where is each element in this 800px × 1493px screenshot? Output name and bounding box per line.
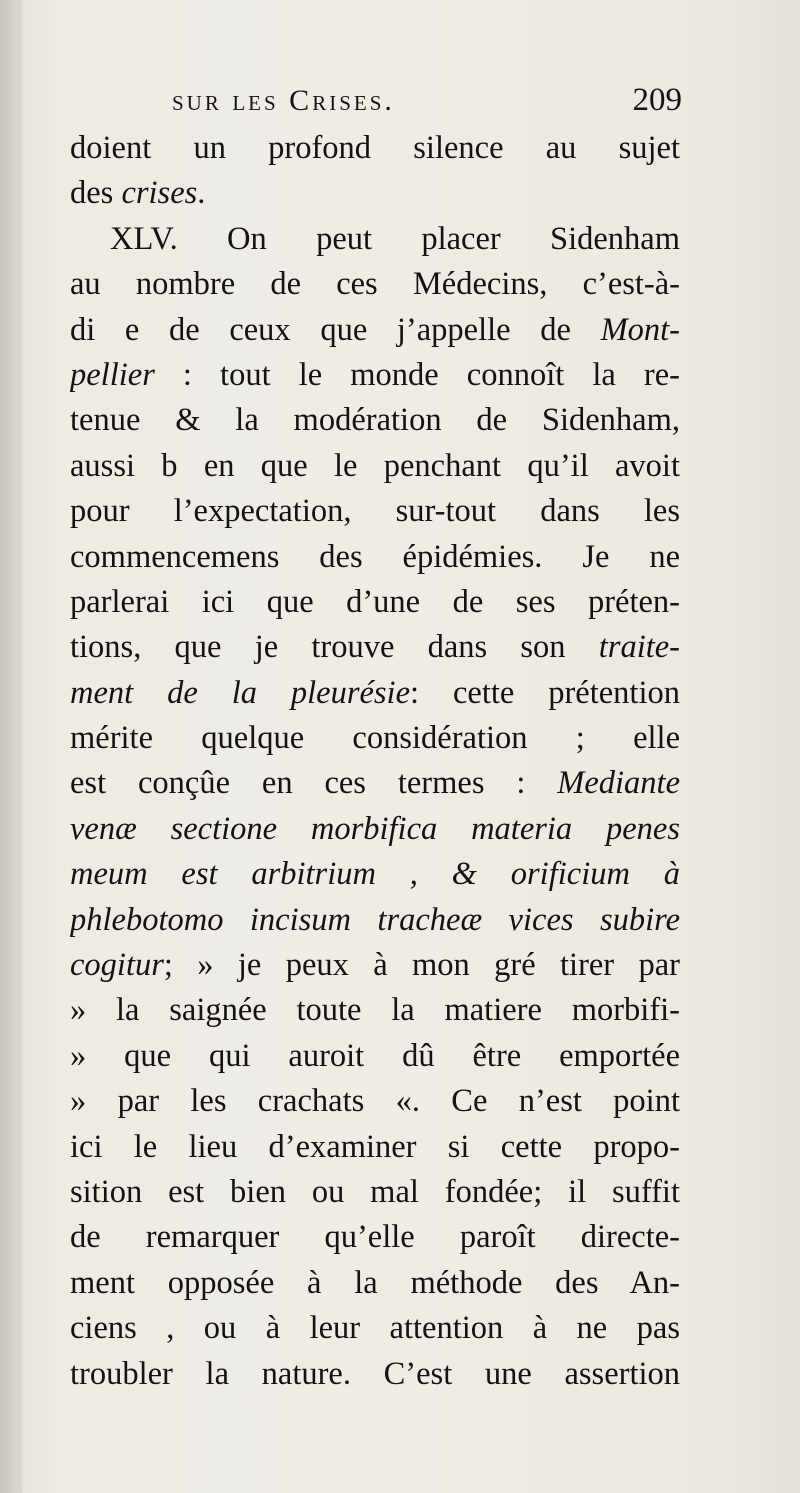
text-line [70, 1261, 680, 1306]
text-line [70, 217, 680, 262]
text-line [70, 716, 680, 761]
text-line [70, 171, 680, 216]
text-segment: mérite quelque considération ; elle [70, 720, 680, 757]
text-line [70, 761, 680, 806]
italic-text: ment de la pleurésie [70, 674, 411, 711]
text-line [70, 1125, 680, 1170]
italic-text: cogitur [70, 947, 164, 984]
text-segment: parlerai ici que d’une de ses préten- [70, 583, 680, 620]
text-segment: » la saignée toute la matiere morbifi- [70, 992, 680, 1029]
text-segment: di e de ceux que j’appelle de [70, 311, 601, 348]
text-line [70, 671, 680, 716]
text-line [70, 308, 680, 353]
text-line [70, 625, 680, 670]
italic-text: meum est arbitrium , & orificium à [70, 856, 680, 893]
text-segment: . [197, 175, 206, 212]
text-line [70, 535, 680, 580]
italic-text: Mediante [557, 765, 680, 802]
page-gutter-shadow [0, 0, 22, 1493]
text-segment: ment opposée à la méthode des An- [70, 1264, 680, 1301]
italic-text: Mont- [600, 311, 680, 348]
text-segment: de remarquer qu’elle paroît directe- [70, 1219, 680, 1256]
text-segment: ciens , ou à leur attention à ne pas [70, 1310, 680, 1347]
body-text [70, 126, 680, 1397]
text-line [70, 126, 680, 171]
text-line [70, 1170, 680, 1215]
text-segment: » par les crachats «. Ce n’est point [70, 1083, 680, 1120]
text-line [70, 1352, 680, 1397]
text-segment: troubler la nature. C’est une assertion [70, 1355, 680, 1392]
text-segment: XLV. On peut placer Sidenham [110, 220, 680, 257]
page-number: 209 [632, 82, 682, 118]
italic-text: crises [121, 175, 198, 212]
text-line [70, 444, 680, 489]
text-segment: tenue & la modération de Sidenham, [70, 402, 680, 439]
text-line [70, 353, 680, 398]
text-segment: pour l’expectation, sur-tout dans les [70, 493, 680, 530]
text-segment: » que qui auroit dû être emportée [70, 1037, 680, 1074]
running-title: sur les Crises. [172, 84, 395, 117]
page-header [172, 84, 682, 128]
italic-text: venæ sectione morbifica materia penes [70, 810, 680, 847]
text-segment: : tout le monde connoît la re- [154, 356, 680, 393]
text-line [70, 1215, 680, 1260]
italic-text: phlebotomo incisum tracheæ vices subire [70, 901, 680, 938]
text-line [70, 1306, 680, 1351]
italic-text: pellier [70, 356, 155, 393]
text-line [70, 1079, 680, 1124]
text-line [70, 988, 680, 1033]
text-line [70, 1034, 680, 1079]
text-segment: aussi b en que le penchant qu’il avoit [70, 447, 680, 484]
text-segment: : cette prétention [410, 674, 680, 711]
text-line [70, 898, 680, 943]
text-segment: commencemens des épidémies. Je ne [70, 538, 680, 575]
text-line [70, 943, 680, 988]
text-line [70, 489, 680, 534]
text-segment: est conçûe en ces termes : [70, 765, 558, 802]
text-segment: doient un profond silence au sujet [70, 130, 680, 166]
text-segment: tions, que je trouve dans son [70, 629, 599, 666]
text-segment: sition est bien ou mal fondée; il suffit [70, 1173, 680, 1210]
text-segment: ici le lieu d’examiner si cette propo- [70, 1128, 680, 1165]
text-segment: au nombre de ces Médecins, c’est-à- [70, 266, 680, 303]
text-line [70, 262, 680, 307]
text-line [70, 807, 680, 852]
text-line [70, 398, 680, 443]
text-line [70, 580, 680, 625]
text-line [70, 852, 680, 897]
text-segment: ; » je peux à mon gré tirer par [163, 947, 680, 984]
italic-text: traite- [598, 629, 680, 666]
text-segment: des [70, 175, 122, 212]
